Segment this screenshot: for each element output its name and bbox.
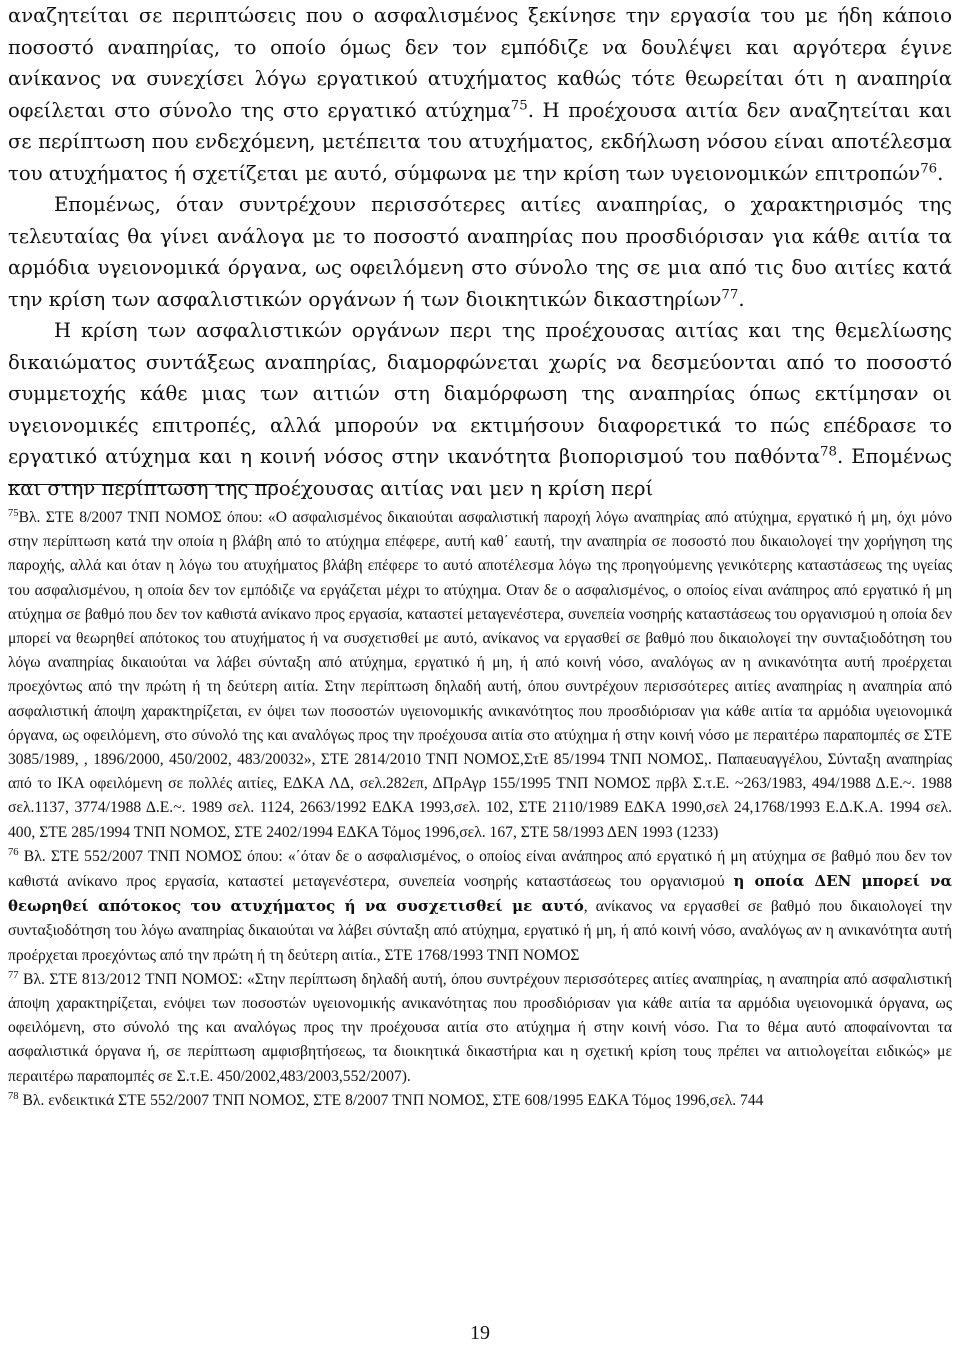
paragraph-3 [8, 315, 952, 504]
footnote-separator [8, 484, 278, 485]
paragraph-1 [8, 0, 952, 189]
footnote-marker: 78 [8, 1090, 19, 1102]
footnote-ref-78[interactable]: 78 [819, 444, 837, 460]
page-number: 19 [470, 1322, 490, 1344]
footnote-ref-75[interactable]: 75 [510, 97, 528, 113]
footnote-marker: 77 [8, 969, 19, 981]
paragraph-text: . [937, 161, 944, 185]
footnote-text: Βλ. ΣΤΕ 552/2007 ΤΝΠ ΝΟΜΟΣ όπου: «΄όταν δε ο ασφαλισμένος, ο οποίος είναι ανάπηρος από εργατικό ή μη ατύχημα σε βαθμό που δεν τον καθιστά ανίκανο προς εργασία, καταστεί μεταγενέστερα, συνεπεία νοσηρής καταστάσεως του οργανισμού [8, 847, 952, 891]
footnote-ref-77[interactable]: 77 [721, 286, 739, 302]
footnote-text: Βλ. ΣΤΕ 813/2012 ΤΝΠ ΝΟΜΟΣ: «Στην περίπτωση δηλαδή αυτή, όπου συντρέχουν περισσότερες αιτίες αναπηρίας, η αναπηρία από ασφαλιστική άποψη χαρακτηρίζεται, ενόψει των ποσοστών υγειονομικής ανικανότητας που προσδιόρισαν για κάθε αιτία τα αρμόδια υγειονομικά όργανα, ως οφειλόμενη, στο σύνολό της και αναλόγως προς την προέχουσα αιτία στο ατύχημα ή στην κοινή νόσο. Για το θέμα αυτό αποφαίνονται τα ασφαλιστικά όργανα ή, σε περίπτωση αμφισβητήσεως, τα διοικητικά δικαστήρια και η σχετική κρίση τους πρέπει να αιτιολογείται ειδικώς» με περαιτέρω παραπομπές σε Σ.τ.Ε. 450/2002,483/2003,552/2007). [8, 970, 952, 1085]
paragraph-text: . Επομένως και στην περίπτωση της προέχουσας αιτίας ναι μεν η κρίση περί [8, 445, 952, 500]
footnote-76 [8, 845, 952, 968]
paragraph-text: . [738, 287, 745, 311]
footnote-text: Βλ. ενδεικτικά ΣΤΕ 552/2007 ΤΝΠ ΝΟΜΟΣ, ΣΤΕ 8/2007 ΤΝΠ ΝΟΜΟΣ, ΣΤΕ 608/1995 ΕΔΚΑ Τόμος 1996,σελ. 744 [22, 1091, 764, 1109]
footnote-77 [8, 968, 952, 1089]
main-text [8, 0, 952, 504]
paragraph-text: Επομένως, όταν συντρέχουν περισσότερες αιτίες αναπηρίας, ο χαρακτηρισμός της τελευταίας θα γίνει ανάλογα με το ποσοστό αναπηρίας που προσδιόρισαν για κάθε αιτία τα αρμόδια υγειονομικά όργανα, ως οφειλόμενη στο σύνολο της σε μια από τις δυο αιτίες κατά την κρίση των ασφαλιστικών οργάνων ή των διοικητικών δικαστηρίων [8, 193, 952, 311]
paragraph-text: Η κρίση των ασφαλιστικών οργάνων περι της προέχουσας αιτίας και της θεμελίωσης δικαιώματος συντάξεως αναπηρίας, διαμορφώνεται χωρίς να δεσμεύονται από το ποσοστό συμμετοχής κάθε μιας των αιτιών στη διαμόρφωση της αναπηρίας όπως εκτίμησαν οι υγειονομικές επιτροπές, αλλά μπορούν να εκτιμήσουν διαφορετικά το πώς επέδρασε το εργατικό ατύχημα και η κοινή νόσος στην ικανότητα βιοπορισμού του παθόντα [8, 319, 952, 468]
footnote-ref-76[interactable]: 76 [920, 160, 938, 176]
footnote-78 [8, 1089, 952, 1113]
footnote-marker: 75 [8, 507, 19, 519]
footnote-text: , ανίκανος να εργασθεί σε βαθμό που δικαιολογεί την συνταξιοδότηση του λόγω αναπηρίας δικαιούται να λάβει σύνταξη από ατύχημα, εργατικό ή μη, ή από κοινή νόσο, αναλόγως αν η ανικανότητα αυτή προέρχεται προεχόντως από την πρώτη ή τη δεύτερη αιτία., ΣΤΕ 1768/1993 ΤΝΠ ΝΟΜΟΣ [8, 898, 952, 964]
footnote-emphasis: η οποία ΔΕΝ μπορεί να θεωρηθεί απότοκος του ατυχήματος ή να συσχετισθεί με αυτό [8, 872, 953, 916]
paragraph-text: αναζητείται σε περιπτώσεις που ο ασφαλισμένος ξεκίνησε την εργασία του με ήδη κάποιο ποσοστό αναπηρίας, το οποίο όμως δεν τον εμπόδιζε να δουλέψει και αργότερα έγινε ανίκανος να συνεχίσει λόγω εργατικού ατυχήματος καθώς τότε θεωρείται ότι η αναπηρία οφείλεται στο σύνολο της στο εργατικό ατύχημα [8, 4, 952, 122]
paragraph-2 [8, 189, 952, 315]
footnote-75 [8, 506, 952, 845]
footnote-text: Βλ. ΣΤΕ 8/2007 ΤΝΠ ΝΟΜΟΣ όπου: «Ο ασφαλισμένος δικαιούται ασφαλιστική παροχή λόγω αναπηρίας από ατύχημα, εργατικό ή μη, όχι μόνο στην περίπτωση κατά την οποία η βλάβη από το ατύχημα επέφερε, αυτή καθ΄ εαυτή, την αναπηρία σε ποσοστό που δικαιολογεί την χορήγηση της παροχής, αλλά και όταν η λόγω του ατυχήματος βλάβη επέφερε το αυτό αποτέλεσμα λόγω της προηγούμενης γενικότερης καταστάσεως της υγείας του ασφαλισμένου, η οποία δεν τον εμπόδιζε να εργάζεται μέχρι το ατύχημα. Οταν δε ο ασφαλισμένος, ο οποίος είναι ανάπηρος από εργατικό ή μη ατύχημα σε βαθμό που δεν τον καθιστά ανίκανο προς εργασία, καταστεί μεταγενέστερα, συνεπεία νοσηρής καταστάσεως του οργανισμού η οποία δεν μπορεί να θεωρηθεί απότοκος του ατυχήματος ή να συσχετισθεί με αυτό, ανίκανος να εργασθεί σε βαθμό που δικαιολογεί την συνταξιοδότηση του λόγω αναπηρίας δικαιούται να λάβει σύνταξη από ατύχημα, εργατικό ή μη, ή από κοινή νόσο, αναλόγως αν η ανικανότητα αυτή προέρχεται προεχόντως από την πρώτη ή τη δεύτερη αιτία. Στην περίπτωση δηλαδή αυτή, όπου συντρέχουν περισσότερες αιτίες αναπηρίας η αναπηρία από ασφαλιστική άποψη χαρακτηρίζεται, εν όψει των ποσοστών υγειονομικής ανικανότητος που προσδιόρισαν για κάθε αιτία τα αρμόδια υγειονομικά όργανα, ως οφειλόμενη, στο σύνολό της και αναλόγως προς την προέχουσα αιτία στο ατύχημα ή στην κοινή νόσο με περαιτέρω παραπομπές σε ΣΤΕ 3085/1989, , 1896/2000, 450/2002, 483/20032», ΣΤΕ 2814/2010 ΤΝΠ ΝΟΜΟΣ,ΣτΕ 85/1994 ΤΝΠ ΝΟΜΟΣ,. Παπαευαγγέλου, Σύνταξη αναπηρίας από το ΙΚΑ οφειλόμενη σε πολλές αιτίες, ΕΔΚΑ ΛΔ, σελ.282επ, ΔΠρΑγρ 155/1995 ΤΝΠ ΝΟΜΟΣ πρβλ Σ.τ.Ε. ~263/1983, 494/1988 Δ.Ε.~. 1988 σελ.1137, 3774/1988 Δ.Ε.~. 1989 σελ. 1124, 2663/1992 ΕΔΚΑ 1993,σελ. 102, ΣΤΕ 2110/1989 ΕΔΚΑ 1990,σελ 24,1768/1993 Ε.Δ.Κ.Α. 1994 σελ. 400, ΣΤΕ 285/1994 ΤΝΠ ΝΟΜΟΣ, ΣΤΕ 2402/1994 ΕΔΚΑ Τόμος 1996,σελ. 167, ΣΤΕ 58/1993 ΔΕΝ 1993 (1233) [8, 509, 952, 841]
footnote-marker: 76 [8, 846, 19, 858]
footnotes [8, 506, 952, 1113]
paragraph-text: . Η προέχουσα αιτία δεν αναζητείται και σε περίπτωση που ενδεχόμενη, μετέπειτα του ατυχήματος, εκδήλωση νόσου είναι αποτέλεσμα του ατυχήματος ή σχετίζεται με αυτό, σύμφωνα με την κρίση των υγειονομικών επιτροπών [8, 98, 953, 185]
